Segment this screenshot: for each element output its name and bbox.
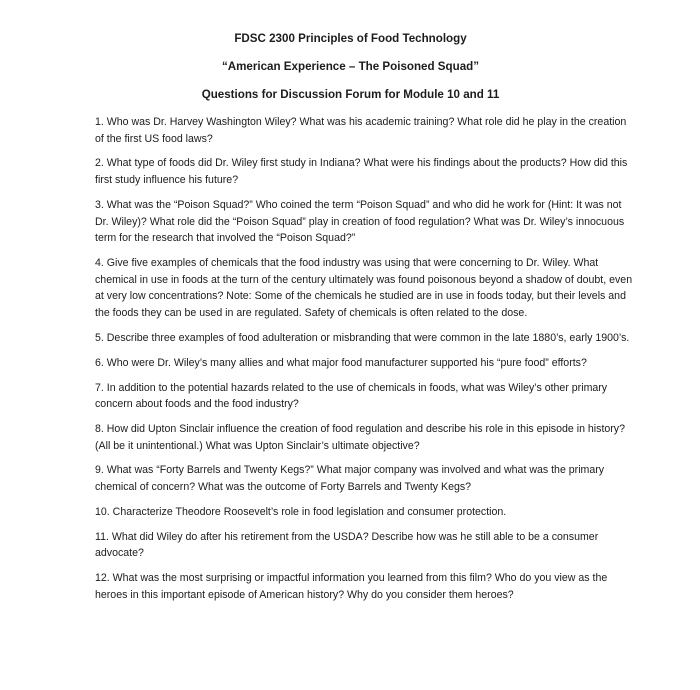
question-10: 10. Characterize Theodore Roosevelt’s role in food legislation and consumer protection.	[95, 505, 507, 518]
question-3: 3. What was the “Poison Squad?” Who coined the term “Poison Squad” and who did he work for (Hint: It was not Dr. Wiley)? What role did the “Poison Squad” play in creation of food regulation? What was Dr. Wiley’s innocuous term for the research that involved the “Poison Squad?”	[95, 198, 625, 245]
question-5: 5. Describe three examples of food adulteration or misbranding that were common in the late 1880’s, early 1900’s.	[95, 331, 630, 344]
question-list	[95, 114, 636, 604]
document-header	[65, 32, 636, 102]
question-2: 2. What type of foods did Dr. Wiley first study in Indiana? What were his findings about the products? How did this first study influence his future?	[95, 157, 628, 187]
question-4: 4. Give five examples of chemicals that the food industry was using that were concerning to Dr. Wiley. What chemical in use in foods at the turn of the century ultimately was found poisonous beyond a shadow of doubt, even at very low concentrations? Note: Some of the chemicals he studied are in use in foods today, but their levels and the foods they can be used in are regulated. Safety of chemicals is often related to the dose.	[95, 257, 633, 319]
question-8: 8. How did Upton Sinclair influence the creation of food regulation and describe his role in this episode in history? (All be it unintentional.) What was Upton Sinclair’s ultimate objective?	[95, 422, 625, 452]
course-title: FDSC 2300 Principles of Food Technology	[234, 32, 467, 45]
question-6: 6. Who were Dr. Wiley’s many allies and what major food manufacturer supported his “pure food” efforts?	[95, 356, 587, 369]
question-7: 7. In addition to the potential hazards related to the use of chemicals in foods, what was Wiley’s other primary concern about foods and the food industry?	[95, 381, 608, 411]
forum-title: Questions for Discussion Forum for Module 10 and 11	[201, 88, 500, 101]
question-12: 12. What was the most surprising or impactful information you learned from this film? Who do you view as the heroes in this important episode of American history? Why do you consider them heroes?	[95, 572, 608, 601]
question-9: 9. What was “Forty Barrels and Twenty Kegs?” What major company was involved and what was the primary chemical of concern? What was the outcome of Forty Barrels and Twenty Kegs?	[95, 464, 605, 494]
film-title: “American Experience – The Poisoned Squad”	[221, 60, 480, 73]
question-11: 11. What did Wiley do after his retirement from the USDA? Describe how was he still able to be a consumer advocate?	[95, 530, 599, 560]
question-1: 1. Who was Dr. Harvey Washington Wiley? What was his academic training? What role did he play in the creation of the first US food laws?	[95, 116, 627, 145]
